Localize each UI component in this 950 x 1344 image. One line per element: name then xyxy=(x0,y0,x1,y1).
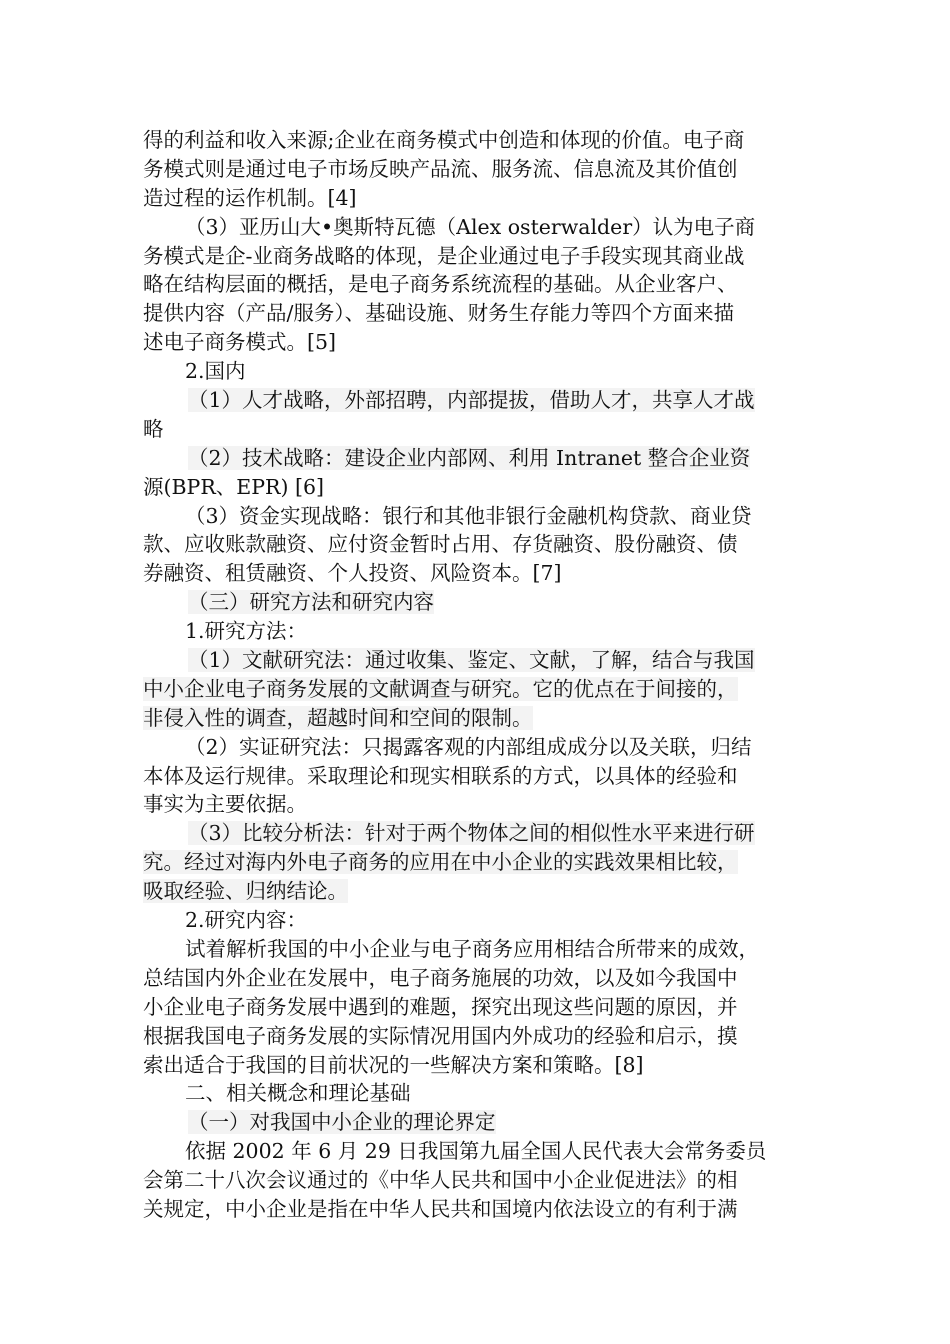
text-line-content: （1）人才战略，外部招聘，内部提拔，借助人才，共享人才战 xyxy=(188,388,755,413)
text-line xyxy=(143,1108,808,1137)
text-line xyxy=(143,935,808,964)
text-line-content: 非侵入性的调查，超越时间和空间的限制。 xyxy=(143,705,533,730)
text-line xyxy=(143,906,808,935)
text-line xyxy=(143,877,808,906)
text-line-content: （2）实证研究法：只揭露客观的内部组成成分以及关联，归结 xyxy=(185,734,752,759)
text-line xyxy=(143,328,808,357)
text-line-content: 略在结构层面的概括，是电子商务系统流程的基础。从企业客户、 xyxy=(143,272,738,297)
text-line-content: 得的利益和收入来源;企业在商务模式中创造和体现的价值。电子商 xyxy=(143,128,745,152)
text-line-content: 提供内容（产品/服务）、基础设施、财务生存能力等四个方面来描 xyxy=(143,301,735,326)
text-line-content: 中小企业电子商务发展的文献调查与研究。它的优点在于间接的， xyxy=(143,676,738,701)
text-line xyxy=(143,588,808,617)
text-line xyxy=(143,299,808,328)
text-line xyxy=(143,1195,808,1224)
text-line xyxy=(143,559,808,588)
text-line-content: （1）文献研究法：通过收集、鉴定、文献，了解，结合与我国 xyxy=(188,648,755,673)
text-line-content: 总结国内外企业在发展中，电子商务施展的功效，以及如今我国中 xyxy=(143,965,738,990)
text-line xyxy=(143,762,808,791)
text-line xyxy=(143,473,808,502)
text-line-content: （3）资金实现战略：银行和其他非银行金融机构贷款、商业贷 xyxy=(185,503,752,528)
text-line xyxy=(143,270,808,299)
text-line-content: 2.研究内容： xyxy=(185,908,308,933)
text-line-content: 款、应收账款融资、应付资金暂时占用、存货融资、股份融资、债 xyxy=(143,532,738,557)
text-line-content: 试着解析我国的中小企业与电子商务应用相结合所带来的成效， xyxy=(185,936,759,961)
text-line xyxy=(143,704,808,733)
text-line xyxy=(143,1079,808,1108)
text-line-content: 依据 2002 年 6 月 29 日我国第九届全国人民代表大会常务委员 xyxy=(185,1139,767,1164)
text-line-content: 略 xyxy=(143,416,164,441)
text-line-content: （一）对我国中小企业的理论界定 xyxy=(188,1110,496,1135)
text-line xyxy=(143,1051,808,1080)
text-line-content: （三）研究方法和研究内容 xyxy=(188,590,434,615)
text-line-content: 务模式是企-业商务战略的体现，是企业通过电子手段实现其商业战 xyxy=(143,243,745,268)
text-line-content: 究。经过对海内外电子商务的应用在中小企业的实践效果相比较， xyxy=(143,850,738,875)
text-line-content: （2）技术战略：建设企业内部网、利用 Intranet 整合企业资 xyxy=(188,445,751,470)
text-line xyxy=(143,848,808,877)
text-line xyxy=(143,819,808,848)
text-line-content: 关规定，中小企业是指在中华人民共和国境内依法设立的有利于满 xyxy=(143,1196,738,1221)
text-line-content: （3）比较分析法：针对于两个物体之间的相似性水平来进行研 xyxy=(188,821,755,846)
text-line xyxy=(143,386,808,415)
text-line xyxy=(143,1166,808,1195)
text-line-content: 造过程的运作机制。[4] xyxy=(143,185,357,210)
text-line-content: 述电子商务模式。[5] xyxy=(143,330,337,355)
text-line-content: 1.研究方法： xyxy=(185,619,308,644)
text-line xyxy=(143,242,808,271)
text-line-content: 2.国内 xyxy=(185,359,246,384)
text-line-content: 源(BPR、EPR) [6] xyxy=(143,474,325,499)
text-line xyxy=(143,415,808,444)
text-line xyxy=(143,155,808,184)
text-line xyxy=(143,357,808,386)
text-line-content: 根据我国电子商务发展的实际情况用国内外成功的经验和启示，摸 xyxy=(143,1023,738,1048)
text-line xyxy=(143,1137,808,1166)
text-line xyxy=(143,646,808,675)
text-line xyxy=(143,675,808,704)
text-line xyxy=(143,530,808,559)
text-line-content: 小企业电子商务发展中遇到的难题，探究出现这些问题的原因，并 xyxy=(143,994,738,1019)
text-line xyxy=(143,1022,808,1051)
text-line xyxy=(143,964,808,993)
text-line xyxy=(143,444,808,473)
text-line-content: 二、相关概念和理论基础 xyxy=(185,1081,411,1106)
text-line xyxy=(143,184,808,213)
text-line-content: 事实为主要依据。 xyxy=(143,792,307,817)
text-line xyxy=(143,993,808,1022)
text-line-content: 吸取经验、归纳结论。 xyxy=(143,879,348,904)
text-line xyxy=(143,213,808,242)
text-line xyxy=(143,126,808,155)
text-line-content: 务模式则是通过电子市场反映产品流、服务流、信息流及其价值创 xyxy=(143,156,738,181)
text-line xyxy=(143,733,808,762)
document-body xyxy=(143,126,808,1224)
text-line-content: （3）亚历山大•奥斯特瓦德（Alex osterwalder）认为电子商 xyxy=(185,214,756,239)
text-line-content: 索出适合于我国的目前状况的一些解决方案和策略。[8] xyxy=(143,1052,644,1077)
text-line xyxy=(143,617,808,646)
text-line-content: 本体及运行规律。采取理论和现实相联系的方式，以具体的经验和 xyxy=(143,763,738,788)
text-line-content: 券融资、租赁融资、个人投资、风险资本。[7] xyxy=(143,561,562,586)
text-line xyxy=(143,502,808,531)
text-line-content: 会第二十八次会议通过的《中华人民共和国中小企业促进法》的相 xyxy=(143,1168,738,1193)
text-line xyxy=(143,790,808,819)
